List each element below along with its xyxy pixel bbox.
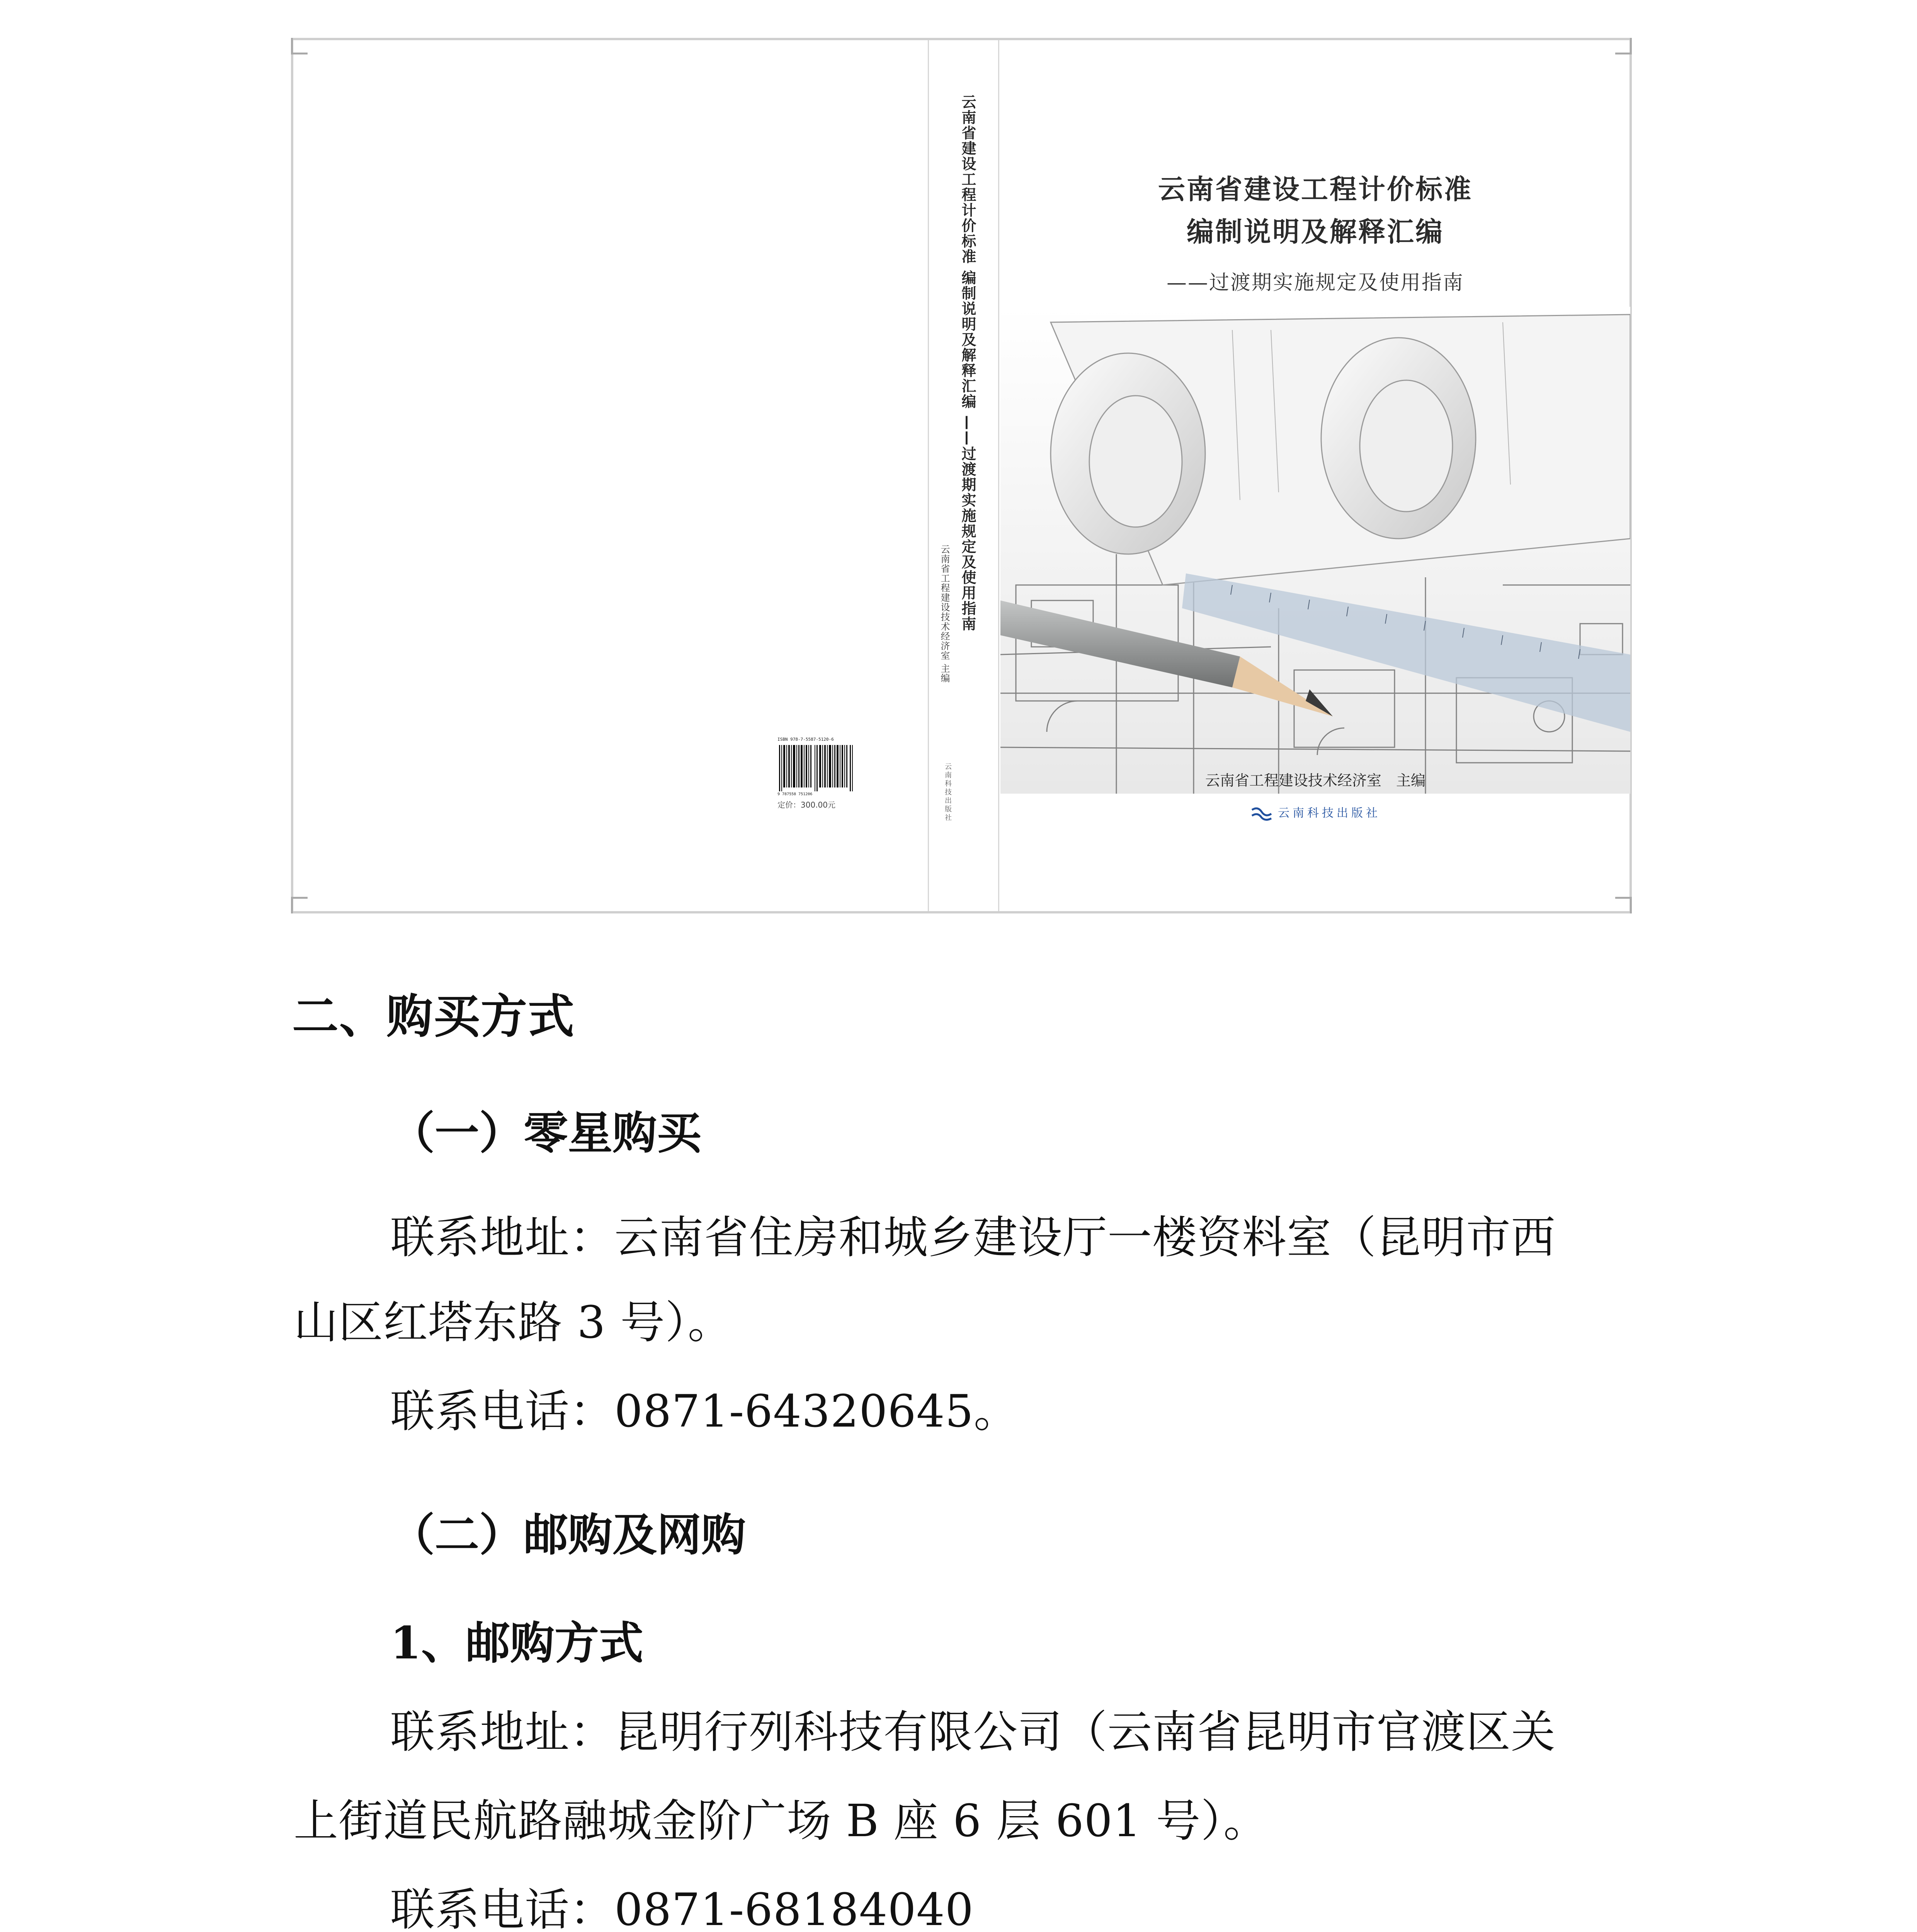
price-text: 定价：300.00元 (777, 800, 835, 810)
retail-address-line1: 联系地址：云南省住房和城乡建设厅一楼资料室（昆明市西 (390, 1212, 1556, 1264)
front-cover (1000, 40, 1630, 911)
front-publisher-name: 云南科技出版社 (1278, 806, 1381, 820)
retail-heading: （一）零星购买 (390, 1107, 702, 1159)
crop-mark (291, 897, 308, 913)
front-publisher (1000, 803, 1630, 821)
spine-publisher: 云南科技出版社 (944, 763, 952, 822)
crop-mark (291, 38, 308, 54)
barcode-digits: 9 787558 751206 (777, 792, 813, 796)
mail-phone: 联系电话：0871-68184040 (390, 1884, 974, 1932)
retail-address-line2: 山区红塔东路 3 号）。 (294, 1297, 733, 1349)
front-title-line2: 编制说明及解释汇编 (1187, 216, 1444, 248)
section-title: 二、购买方式 (292, 989, 575, 1044)
spine-fold-line (998, 40, 999, 911)
isbn-text: ISBN 978-7-5587-5120-6 (777, 737, 834, 742)
barcode-icon (777, 745, 855, 791)
barcode-block (777, 737, 861, 810)
front-title-line1: 云南省建设工程计价标准 (1158, 173, 1473, 205)
blueprint-illustration (1000, 307, 1630, 794)
front-editor: 云南省工程建设技术经济室 主编 (1205, 772, 1425, 789)
retail-phone: 联系电话：0871-64320645。 (390, 1386, 1019, 1437)
mail-address-line2: 上街道民航路融城金阶广场 B 座 6 层 601 号）。 (294, 1795, 1269, 1847)
book-spine (931, 94, 997, 867)
book-cover-image (291, 38, 1632, 913)
spine-editor: 云南省工程建设技术经济室 主编 (939, 544, 950, 683)
mail-heading: 1、邮购方式 (390, 1617, 644, 1669)
spine-fold-line (928, 40, 929, 911)
mail-online-heading: （二）邮购及网购 (390, 1509, 746, 1561)
front-subtitle: ——过渡期实施规定及使用指南 (1166, 271, 1464, 294)
publisher-logo-icon (1250, 806, 1273, 821)
mail-address-line1: 联系地址：昆明行列科技有限公司（云南省昆明市官渡区关 (390, 1706, 1556, 1758)
spine-title: 云南省建设工程计价标准 编制说明及解释汇编 ——过渡期实施规定及使用指南 (959, 94, 976, 632)
